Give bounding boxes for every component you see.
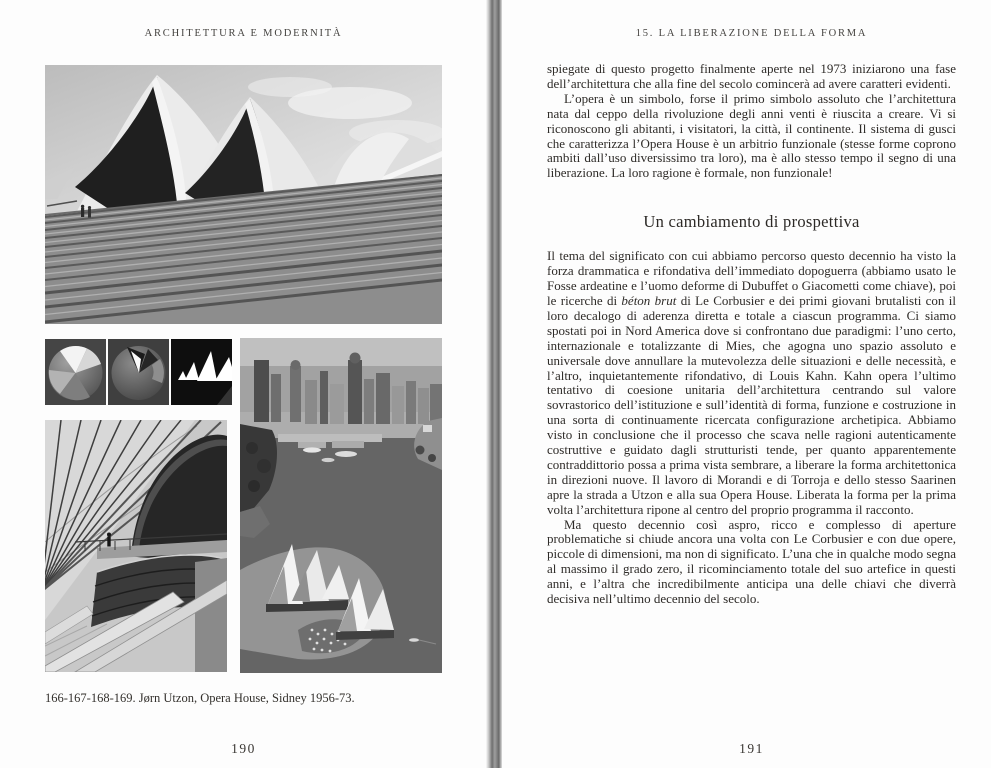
left-page xyxy=(0,0,486,768)
paragraph-3-pre: Il tema del significato con cui abbiamo percorso questo decennio ha visto la forza drammatica e rifondativa dell’immediato dopoguerra (abbiamo usato le Fosse ardeatine e l’uomo deforme di Dubuffet o Giacometti come chiave), poi le ricerche di xyxy=(547,248,956,308)
right-running-head: 15. LA LIBERAZIONE DELLA FORMA xyxy=(635,28,868,39)
paragraph-3-italic: béton brut xyxy=(621,292,677,308)
opera-interior-construction-photo xyxy=(45,420,227,672)
binding-gutter-shadow xyxy=(486,0,502,768)
sydney-harbour-aerial-photo xyxy=(240,338,442,673)
section-heading: Un cambiamento di prospettiva xyxy=(643,212,860,232)
paragraph-4: Ma questo decennio così aspro, ricco e complesso di aperture problematiche si chiude ancora una volta con Le Corbusier e con due opere, piccole di dimensioni, ma non di significato. L’una che in qualche modo segna al massimo il grado zero, il ricominciamento totale del suo artefice in questi anni, e l’altra che incredibilmente anticipa una delle chiavi che diverrà decisiva nell’ultimo decennio del secolo. xyxy=(547,516,956,607)
sphere-model-photo-2 xyxy=(108,339,169,405)
right-page xyxy=(502,0,991,768)
right-page-number: 191 xyxy=(739,741,764,756)
paragraph-3-post: di Le Corbusier e dei primi giovani brutalisti con il loro decalogo di aderenza diretta e totale a ciascun programma. Ci siamo spostati poi in Nord America dove si confrontano due paradigmi: l’uno certo, internazionale e totalizzante di Mies, che agogna uno spazio assoluto e universale dove annullare la mutevolezza delle situazioni e delle necessità, e l’altro, inquietantemente rifondativo, di Louis Kahn. Kahn opera l’ultimo tentativo di coesione unitaria dell’architettura centrando sul valore sovrastorico dell’istituzione e sull’identità di forma, funzione e costruzione in una sorta di continuamente ricercata configurazione archetipica. Abbiamo visto in conclusione che il processo che scava nelle ragioni autenticamente costruttive e guidato dagli strutturisti tende, per quanto apparentemente contraddittorio possa a prima vista sembrare, a liberare la forma architettonica in direzioni nuove. Il lavoro di Morandi e di Torroja e dello stesso Saarinen apre la strada a Utzon e alla sua Opera House. Liberata la forma per la prima volta l’architettura ripone al centro del proprio programma il racconto. xyxy=(547,292,957,517)
paragraph-3 xyxy=(547,249,956,517)
paragraph-1: spiegate di questo progetto finalmente aperte nel 1973 iniziarono una fase dell’architettura che alla fine del secolo comincerà ad avere caratteri evidenti. xyxy=(547,61,956,91)
sphere-model-photo-1 xyxy=(45,339,106,405)
thumbnail-strip xyxy=(45,339,232,405)
left-page-number: 190 xyxy=(231,741,256,756)
figure-caption: 166-167-168-169. Jørn Utzon, Opera House, Sidney 1956-73. xyxy=(45,691,355,705)
body-text xyxy=(547,62,956,607)
paragraph-2: L’opera è un simbolo, forse il primo simbolo assoluto che l’architettura nata dal ceppo della rivoluzione degli anni venti è riuscita a creare. Vi si riconoscono gli abitanti, i visitatori, la città, il continente. Il sistema di gusci che caratterizza l’Opera House è un arbitrio funzionale (stesse forme coprono ambiti dall’uso diversissimo tra loro), ma è allo stesso tempo il segno di una liberazione. La loro ragione è formale, non funzionale! xyxy=(547,90,956,181)
left-running-head: ARCHITETTURA E MODERNITÀ xyxy=(144,28,343,39)
opera-silhouette-photo xyxy=(171,339,232,405)
opera-house-shells-photo xyxy=(45,65,442,324)
